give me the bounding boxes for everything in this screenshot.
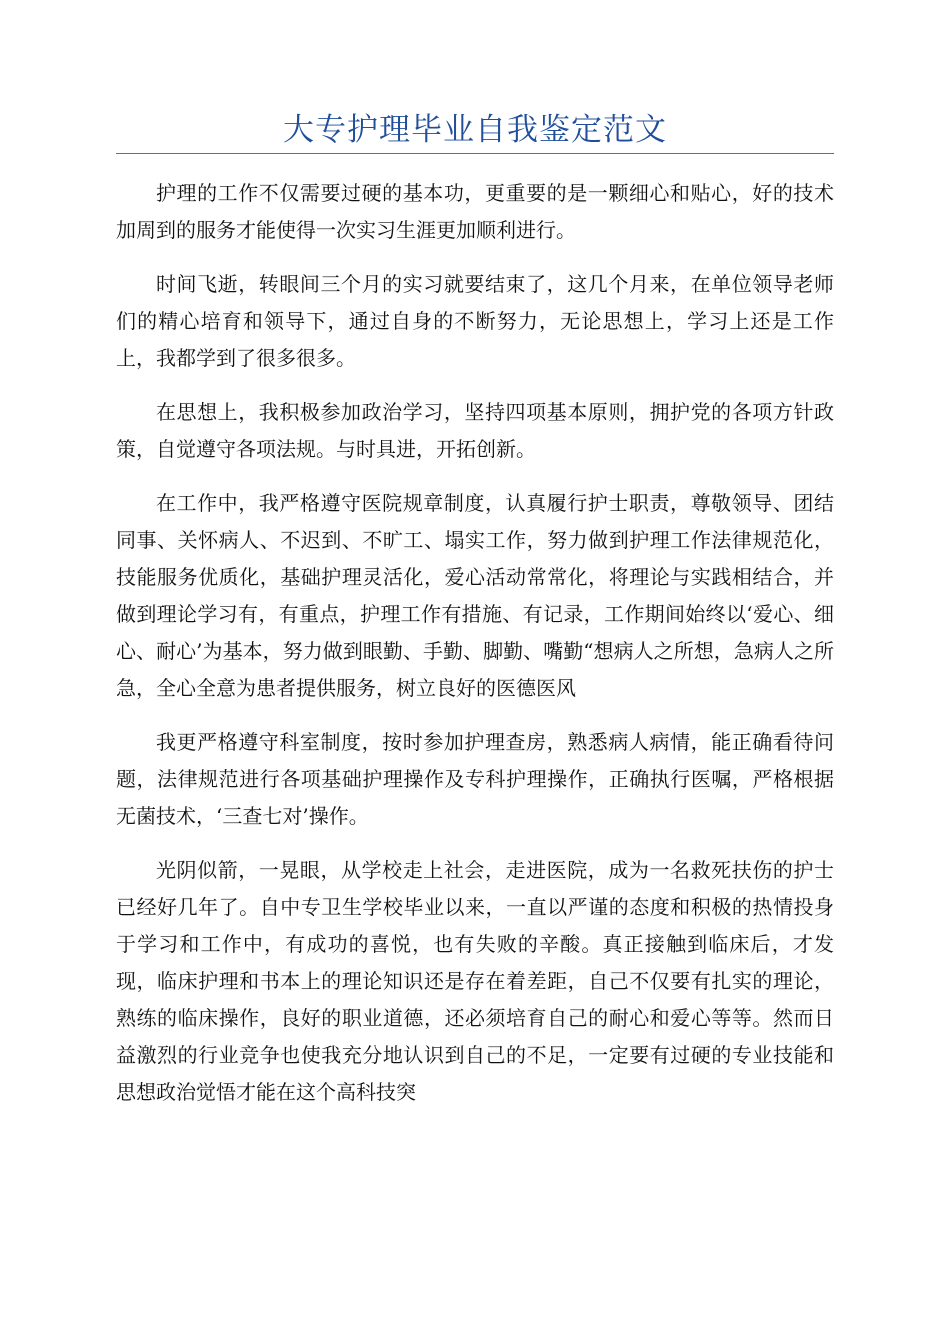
paragraph-1: 护理的工作不仅需要过硬的基本功，更重要的是一颗细心和贴心，好的技术加周到的服务才能使得一次实习生涯更加顺利进行。 [116, 181, 834, 242]
paragraph-5: 我更严格遵守科室制度，按时参加护理查房，熟悉病人病情，能正确看待问题，法律规范进行各项基础护理操作及专科护理操作，正确执行医嘱，严格根据无菌技术，‘三查七对’操作。 [116, 730, 834, 828]
paragraph-2: 时间飞逝，转眼间三个月的实习就要结束了，这几个月来，在单位领导老师们的精心培育和领导下，通过自身的不断努力，无论思想上，学习上还是工作上，我都学到了很多很多。 [116, 272, 834, 370]
paragraph-6: 光阴似箭，一晃眼，从学校走上社会，走进医院，成为一名救死扶伤的护士已经好几年了。自中专卫生学校毕业以来，一直以严谨的态度和积极的热情投身于学习和工作中，有成功的喜悦，也有失败的辛酸。真正接触到临床后，才发现，临床护理和书本上的理论知识还是存在着差距，自己不仅要有扎实的理论，熟练的临床操作，良好的职业道德，还必须培育自己的耐心和爱心等等。然而日益激烈的行业竞争也使我充分地认识到自己的不足，一定要有过硬的专业技能和思想政治觉悟才能在这个高科技突 [116, 858, 834, 1104]
paragraph-3: 在思想上，我积极参加政治学习，坚持四项基本原则，拥护党的各项方针政策，自觉遵守各项法规。与时具进，开拓创新。 [116, 400, 834, 461]
document-body [116, 175, 834, 1128]
title-underline [116, 153, 834, 154]
paragraph-4: 在工作中，我严格遵守医院规章制度，认真履行护士职责，尊敬领导、团结同事、关怀病人、不迟到、不旷工、塌实工作，努力做到护理工作法律规范化，技能服务优质化，基础护理灵活化，爱心活动常常化，将理论与实践相结合，并做到理论学习有，有重点，护理工作有措施、有记录，工作期间始终以‘爱心、细心、耐心’为基本，努力做到眼勤、手勤、脚勤、嘴勤“想病人之所想，急病人之所急，全心全意为患者提供服务，树立良好的医德医风 [116, 491, 834, 700]
document-title: 大专护理毕业自我鉴定范文 [283, 112, 667, 148]
